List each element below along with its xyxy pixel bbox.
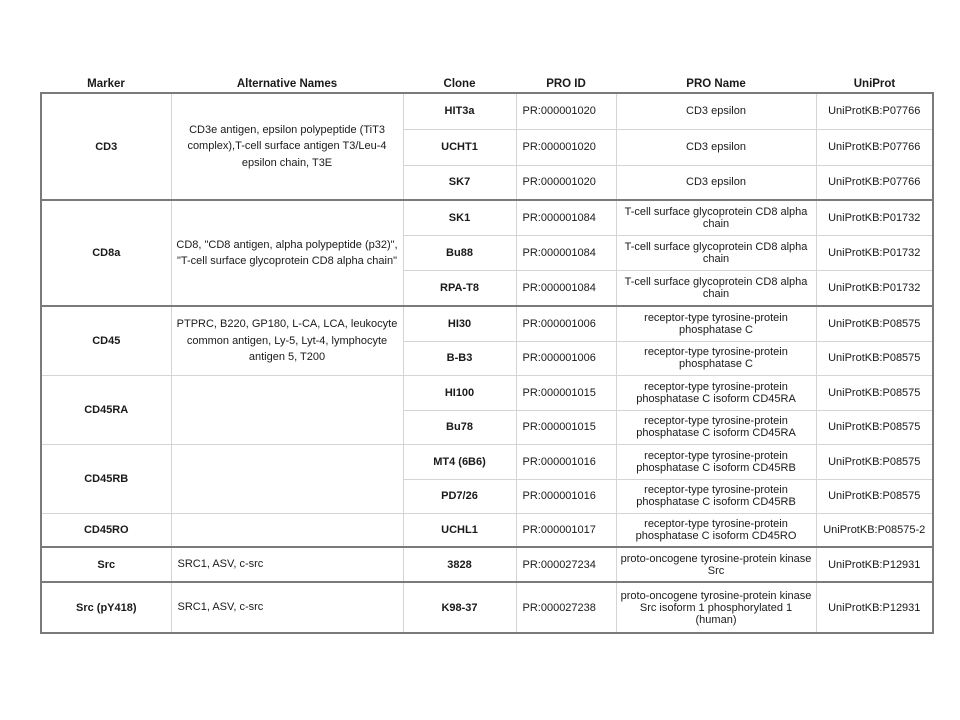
pro-id-cell: PR:000001016 bbox=[516, 444, 616, 479]
pro-id-cell: PR:000001006 bbox=[516, 306, 616, 341]
clone-cell: SK1 bbox=[403, 200, 516, 235]
marker-cell: Src (pY418) bbox=[41, 582, 171, 633]
alternative-names-cell: CD8, "CD8 antigen, alpha polypeptide (p32)", "T-cell surface glycoprotein CD8 alpha chain" bbox=[171, 200, 403, 306]
table-row bbox=[41, 306, 933, 341]
clone-cell: MT4 (6B6) bbox=[403, 444, 516, 479]
header-alternative-names: Alternative Names bbox=[236, 78, 338, 90]
pro-name-cell: receptor-type tyrosine-protein phosphatase C isoform CD45RO bbox=[616, 513, 816, 547]
clone-cell: PD7/26 bbox=[403, 479, 516, 513]
marker-cell: CD45RB bbox=[41, 444, 171, 513]
marker-cell: CD3 bbox=[41, 93, 171, 200]
clone-cell: HI30 bbox=[403, 306, 516, 341]
clone-cell: Bu88 bbox=[403, 235, 516, 270]
table-row bbox=[41, 444, 933, 479]
uniprot-cell: UniProtKB:P12931 bbox=[816, 547, 933, 582]
pro-name-cell: CD3 epsilon bbox=[616, 165, 816, 200]
pro-name-cell: T-cell surface glycoprotein CD8 alpha chain bbox=[616, 200, 816, 235]
clone-cell: B-B3 bbox=[403, 341, 516, 375]
alternative-names-cell: SRC1, ASV, c-src bbox=[171, 547, 403, 582]
uniprot-cell: UniProtKB:P08575 bbox=[816, 444, 933, 479]
header-pro-id: PRO ID bbox=[546, 78, 586, 90]
pro-id-cell: PR:000027234 bbox=[516, 547, 616, 582]
alternative-names-cell: SRC1, ASV, c-src bbox=[171, 582, 403, 633]
clone-cell: UCHT1 bbox=[403, 129, 516, 165]
alternative-names-cell bbox=[171, 444, 403, 513]
marker-cell: CD45 bbox=[41, 306, 171, 375]
table-row bbox=[41, 547, 933, 582]
clone-cell: UCHL1 bbox=[403, 513, 516, 547]
uniprot-cell: UniProtKB:P01732 bbox=[816, 270, 933, 306]
pro-id-cell: PR:000001084 bbox=[516, 270, 616, 306]
uniprot-cell: UniProtKB:P07766 bbox=[816, 93, 933, 129]
pro-id-cell: PR:000001017 bbox=[516, 513, 616, 547]
pro-name-cell: proto-oncogene tyrosine-protein kinase Src isoform 1 phosphorylated 1 (human) bbox=[616, 582, 816, 633]
alternative-names-cell bbox=[171, 513, 403, 547]
pro-name-cell: CD3 epsilon bbox=[616, 93, 816, 129]
pro-id-cell: PR:000001084 bbox=[516, 235, 616, 270]
clone-cell: Bu78 bbox=[403, 410, 516, 444]
marker-table bbox=[40, 76, 934, 634]
uniprot-cell: UniProtKB:P12931 bbox=[816, 582, 933, 633]
table-row bbox=[41, 93, 933, 129]
clone-cell: HI100 bbox=[403, 375, 516, 410]
table-row bbox=[41, 200, 933, 235]
table-row bbox=[41, 582, 933, 633]
uniprot-cell: UniProtKB:P08575 bbox=[816, 479, 933, 513]
clone-cell: 3828 bbox=[403, 547, 516, 582]
pro-id-cell: PR:000001020 bbox=[516, 129, 616, 165]
uniprot-cell: UniProtKB:P07766 bbox=[816, 165, 933, 200]
table-body bbox=[41, 93, 933, 633]
marker-cell: CD8a bbox=[41, 200, 171, 306]
pro-id-cell: PR:000001020 bbox=[516, 165, 616, 200]
header-pro-name: PRO Name bbox=[686, 78, 746, 90]
pro-name-cell: T-cell surface glycoprotein CD8 alpha chain bbox=[616, 235, 816, 270]
pro-name-cell: receptor-type tyrosine-protein phosphatase C isoform CD45RB bbox=[616, 444, 816, 479]
clone-cell: RPA-T8 bbox=[403, 270, 516, 306]
marker-cell: CD45RA bbox=[41, 375, 171, 444]
pro-id-cell: PR:000001084 bbox=[516, 200, 616, 235]
pro-name-cell: T-cell surface glycoprotein CD8 alpha chain bbox=[616, 270, 816, 306]
pro-id-cell: PR:000001015 bbox=[516, 410, 616, 444]
header-marker: Marker bbox=[87, 78, 125, 90]
pro-name-cell: receptor-type tyrosine-protein phosphatase C bbox=[616, 341, 816, 375]
pro-name-cell: receptor-type tyrosine-protein phosphatase C isoform CD45RA bbox=[616, 410, 816, 444]
uniprot-cell: UniProtKB:P08575 bbox=[816, 306, 933, 341]
pro-id-cell: PR:000027238 bbox=[516, 582, 616, 633]
pro-id-cell: PR:000001016 bbox=[516, 479, 616, 513]
marker-cell: Src bbox=[41, 547, 171, 582]
header-row bbox=[41, 76, 933, 93]
clone-cell: K98-37 bbox=[403, 582, 516, 633]
uniprot-cell: UniProtKB:P07766 bbox=[816, 129, 933, 165]
uniprot-cell: UniProtKB:P08575 bbox=[816, 410, 933, 444]
marker-cell: CD45RO bbox=[41, 513, 171, 547]
pro-name-cell: receptor-type tyrosine-protein phosphatase C bbox=[616, 306, 816, 341]
marker-table-container bbox=[40, 76, 932, 634]
table-row bbox=[41, 375, 933, 410]
alternative-names-cell bbox=[171, 375, 403, 444]
uniprot-cell: UniProtKB:P08575 bbox=[816, 341, 933, 375]
alternative-names-cell: PTPRC, B220, GP180, L-CA, LCA, leukocyte common antigen, Ly-5, Lyt-4, lymphocyte antigen 5, T200 bbox=[171, 306, 403, 375]
alternative-names-cell: CD3e antigen, epsilon polypeptide (TiT3 complex),T-cell surface antigen T3/Leu-4 epsilon chain, T3E bbox=[171, 93, 403, 200]
uniprot-cell: UniProtKB:P01732 bbox=[816, 200, 933, 235]
uniprot-cell: UniProtKB:P08575 bbox=[816, 375, 933, 410]
header-clone: Clone bbox=[443, 78, 476, 90]
pro-name-cell: proto-oncogene tyrosine-protein kinase Src bbox=[616, 547, 816, 582]
header-uniprot: UniProt bbox=[853, 78, 896, 90]
uniprot-cell: UniProtKB:P01732 bbox=[816, 235, 933, 270]
pro-name-cell: receptor-type tyrosine-protein phosphatase C isoform CD45RB bbox=[616, 479, 816, 513]
table-row bbox=[41, 513, 933, 547]
pro-id-cell: PR:000001015 bbox=[516, 375, 616, 410]
pro-id-cell: PR:000001006 bbox=[516, 341, 616, 375]
pro-name-cell: CD3 epsilon bbox=[616, 129, 816, 165]
pro-id-cell: PR:000001020 bbox=[516, 93, 616, 129]
clone-cell: SK7 bbox=[403, 165, 516, 200]
uniprot-cell: UniProtKB:P08575-2 bbox=[816, 513, 933, 547]
clone-cell: HIT3a bbox=[403, 93, 516, 129]
pro-name-cell: receptor-type tyrosine-protein phosphatase C isoform CD45RA bbox=[616, 375, 816, 410]
